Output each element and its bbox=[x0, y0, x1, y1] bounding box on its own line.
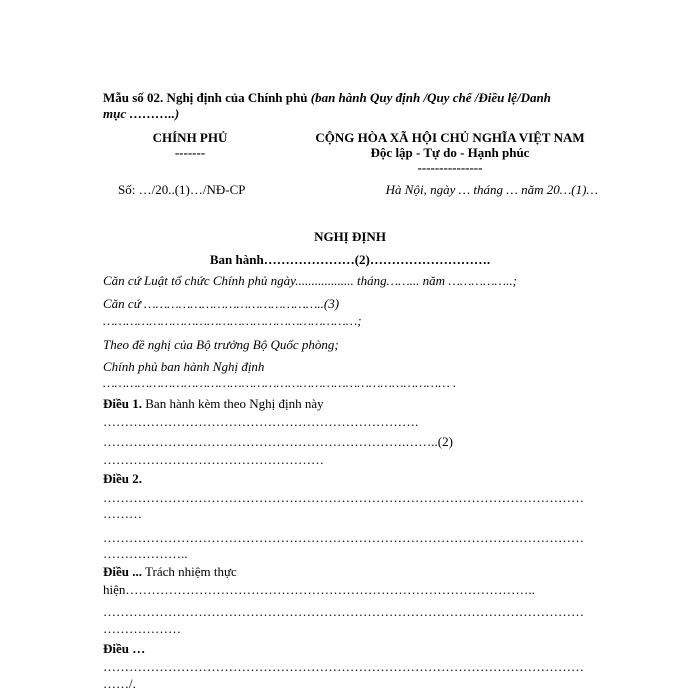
article-1-line: …………………………………………………………….……..(2) bbox=[103, 434, 453, 449]
article-2-label: Điều 2. bbox=[103, 471, 142, 486]
form-title-line2: mục ………..) bbox=[103, 106, 180, 121]
article-3-line: hiện………………………………………………………………………………….. bbox=[103, 582, 535, 597]
national-name: CỘNG HÒA XÃ HỘI CHỦ NGHĨA VIỆT NAM bbox=[315, 130, 585, 145]
preamble-line: Căn cứ ………………………………………..(3) bbox=[103, 296, 340, 311]
article-3-label: Điều ... bbox=[103, 564, 142, 579]
article-3-heading bbox=[103, 564, 237, 580]
place-date: Hà Nội, ngày … tháng … năm 20…(1)… bbox=[385, 182, 598, 197]
issuer-underline: ------- bbox=[174, 145, 206, 160]
article-2-line: ………………………………………………………………………………………………… bbox=[103, 530, 584, 545]
article-2-line: ……………….. bbox=[103, 546, 188, 561]
article-1-heading bbox=[103, 396, 324, 412]
form-title-bold: Mẫu số 02. Nghị định của Chính phủ bbox=[103, 90, 308, 105]
doc-subtitle: Ban hành…………………(2)………………………. bbox=[209, 252, 491, 267]
article-4-label: Điều … bbox=[103, 641, 146, 656]
article-1-text: Ban hành kèm theo Nghị định này bbox=[142, 396, 324, 411]
preamble-line: Theo đề nghị của Bộ trưởng Bộ Quốc phòng; bbox=[103, 337, 339, 352]
article-2-line: ……… bbox=[103, 506, 142, 521]
article-4-line: ……/. bbox=[103, 676, 136, 691]
article-4-line: ………………………………………………………………………………………………… bbox=[103, 659, 584, 674]
doc-title: NGHỊ ĐỊNH bbox=[314, 229, 386, 244]
national-motto: Độc lập - Tự do - Hạnh phúc bbox=[370, 145, 530, 160]
article-2-line: ………………………………………………………………………………………………… bbox=[103, 490, 584, 505]
article-1-line: …………………………………………… bbox=[103, 452, 324, 467]
form-title bbox=[103, 90, 551, 106]
preamble-line: Chính phủ ban hành Nghị định bbox=[103, 359, 265, 374]
article-3-text: Trách nhiệm thực bbox=[142, 564, 237, 579]
article-3-line: ……………… bbox=[103, 621, 181, 636]
form-title-italic: (ban hành Quy định /Quy chế /Điều lệ/Danh bbox=[307, 90, 551, 105]
national-underline: --------------- bbox=[417, 160, 483, 175]
article-1-line: ………………………………………………………………. bbox=[103, 414, 419, 429]
doc-number: Số: …/20..(1)…/NĐ-CP bbox=[118, 182, 246, 197]
article-3-line: ………………………………………………………………………………………………… bbox=[103, 604, 584, 619]
preamble-line: Căn cứ Luật tổ chức Chính phủ ngày.................. tháng……... năm ……………..; bbox=[103, 273, 517, 288]
preamble-line: …………………………………………………………; bbox=[103, 313, 362, 328]
article-1-label: Điều 1. bbox=[103, 396, 142, 411]
issuer-name: CHÍNH PHỦ bbox=[152, 130, 228, 145]
preamble-line: ……………………………………………………………………………… . bbox=[103, 375, 457, 390]
